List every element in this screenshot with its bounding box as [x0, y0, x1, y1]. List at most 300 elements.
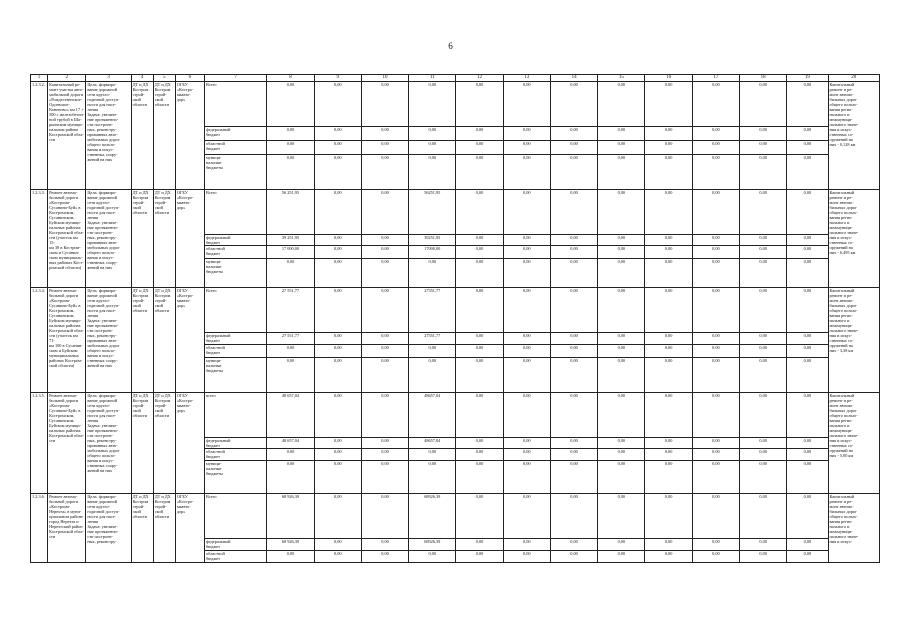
expected-result: Капитальный ремонт и ре- монт автомо- бильных дорог общего пользо- вания регио- нального и межмуници- пального значе- ния и искус- ственных со- оружений на них - 6,495 км: [828, 190, 880, 288]
amount-cell: 0,00: [314, 333, 361, 345]
amount-cell: 0,00: [740, 82, 787, 127]
amount-cell: 0,00: [692, 155, 739, 190]
item-code: 1.2.3.4.: [31, 288, 48, 393]
amount-cell: 0,00: [267, 155, 314, 190]
header-row: [31, 75, 880, 82]
page-number: 6: [448, 41, 453, 51]
amount-cell: 0,00: [409, 82, 456, 127]
program-table: [30, 74, 880, 563]
amount-cell: 0,00: [740, 190, 787, 235]
amount-cell: 0,00: [598, 358, 645, 393]
amount-cell: 0,00: [787, 190, 828, 235]
amount-cell: 0,00: [267, 461, 314, 494]
amount-cell: 0,00: [787, 246, 828, 259]
column-header: 13: [503, 75, 550, 82]
amount-cell: 0,00: [503, 551, 550, 563]
co-executor: ДТ и ДХ Костром строй- ской области: [153, 190, 175, 288]
amount-cell: 0,00: [361, 345, 408, 358]
co-executor: ДТ и ДХ Костром строй- ской области: [153, 393, 175, 494]
column-header: 5: [153, 75, 175, 82]
amount-cell: 0,00: [645, 155, 692, 190]
column-header: 10: [361, 75, 408, 82]
column-header: 20: [828, 75, 880, 82]
amount-cell: 0,00: [598, 333, 645, 345]
amount-cell: 0,00: [692, 190, 739, 235]
amount-cell: 0,00: [314, 345, 361, 358]
amount-cell: 0,00: [645, 127, 692, 141]
amount-cell: 0,00: [692, 438, 739, 449]
amount-cell: 0,00: [645, 259, 692, 288]
amount-cell: 0,00: [787, 494, 828, 539]
amount-cell: 0,00: [267, 259, 314, 288]
amount-cell: 0,00: [409, 259, 456, 288]
amount-cell: 0,00: [740, 345, 787, 358]
column-header: 3: [86, 75, 131, 82]
amount-cell: 0,00: [267, 551, 314, 563]
amount-cell: 0,00: [361, 551, 408, 563]
column-header: 12: [456, 75, 503, 82]
amount-cell: 0,00: [503, 82, 550, 127]
amount-cell: 0,00: [787, 449, 828, 461]
amount-cell: 0,00: [740, 449, 787, 461]
amount-cell: 0,00: [692, 259, 739, 288]
amount-cell: 0,00: [598, 438, 645, 449]
amount-cell: 0,00: [550, 190, 597, 235]
amount-cell: 0,00: [598, 288, 645, 333]
amount-cell: 0,00: [361, 259, 408, 288]
amount-cell: 0,00: [598, 494, 645, 539]
responsible-executor: ДТ и ДХ Костром строй- ской области: [131, 190, 153, 288]
table-row: [31, 82, 880, 127]
amount-cell: 0,00: [456, 461, 503, 494]
amount-cell: 48 657,04: [267, 393, 314, 438]
responsible-executor: ДТ и ДХ Костром строй- ской области: [131, 288, 153, 393]
participant: ОГБУ «Костро- маавто- дор»: [175, 190, 204, 288]
amount-cell: 27551,77: [409, 288, 456, 333]
participant: ОГБУ «Костро- маавто- дор»: [175, 82, 204, 190]
responsible-executor: ДТ и ДХ Костром строй- ской области: [131, 82, 153, 190]
amount-cell: 0,00: [740, 393, 787, 438]
amount-cell: 0,00: [409, 358, 456, 393]
expected-result: Капитальный ремонт и ре- монт автомо- бильных дорог общего пользо- вания регио- нального и межмуници- пального значе- ния и искус- ственных со- оружений на них - 0,128 км: [828, 82, 880, 190]
amount-cell: 68 926,39: [267, 494, 314, 539]
amount-cell: 0,00: [550, 127, 597, 141]
amount-cell: 0,00: [598, 539, 645, 551]
amount-cell: 0,00: [267, 127, 314, 141]
amount-cell: 0,00: [361, 246, 408, 259]
amount-cell: 0,00: [267, 141, 314, 155]
co-executor: ДТ и ДХ Костром строй- ской области: [153, 82, 175, 190]
item-goal: Цель: формиро- вание дорожной сети кругло- годичной доступ- ности для насе- ления Задача: увеличе- ние протяженно- сти построен- ных, реконстру-: [86, 494, 131, 563]
amount-cell: 0,00: [361, 288, 408, 333]
amount-cell: 0,00: [361, 494, 408, 539]
column-header: 15: [598, 75, 645, 82]
amount-cell: 27 551,77: [267, 288, 314, 333]
amount-cell: 0,00: [740, 358, 787, 393]
amount-cell: 0,00: [550, 438, 597, 449]
amount-cell: 0,00: [598, 190, 645, 235]
amount-cell: 0,00: [456, 82, 503, 127]
amount-cell: 0,00: [787, 333, 828, 345]
amount-cell: 0,00: [645, 288, 692, 333]
expected-result: Капитальный ремонт и ре- монт автомо- бильных дорог общего пользо- вания регио- нального и межмуници- пального значе- ния и искус-: [828, 494, 880, 563]
participant: ОГБУ «Костро- маавто- дор»: [175, 494, 204, 563]
amount-cell: 0,00: [503, 345, 550, 358]
amount-cell: 0,00: [314, 539, 361, 551]
amount-cell: 0,00: [550, 358, 597, 393]
funding-source: областной бюджет: [204, 551, 266, 563]
amount-cell: 0,00: [409, 345, 456, 358]
funding-source: федеральный бюджет: [204, 127, 266, 141]
amount-cell: 0,00: [787, 141, 828, 155]
column-header: 9: [314, 75, 361, 82]
amount-cell: 0,00: [645, 551, 692, 563]
amount-cell: 0,00: [692, 393, 739, 438]
table-row: [31, 393, 880, 438]
item-code: 1.2.3.6.: [31, 494, 48, 563]
amount-cell: 0,00: [503, 246, 550, 259]
amount-cell: 0,00: [503, 141, 550, 155]
amount-cell: 0,00: [361, 141, 408, 155]
amount-cell: 0,00: [550, 461, 597, 494]
amount-cell: 0,00: [456, 345, 503, 358]
amount-cell: 0,00: [456, 449, 503, 461]
amount-cell: 0,00: [361, 155, 408, 190]
co-executor: ДТ и ДХ Костром строй- ской области: [153, 494, 175, 563]
participant: ОГБУ «Костро- маавто- дор»: [175, 288, 204, 393]
amount-cell: 0,00: [503, 190, 550, 235]
amount-cell: 0,00: [503, 494, 550, 539]
amount-cell: 0,00: [787, 155, 828, 190]
item-name: Ремонт автомо- бильной дороги «Кострома- Нерехта» в муни- ципальном районе город Нерехта и Нерехтский район Костромской обла- сти: [48, 494, 86, 563]
funding-source: Всего: [204, 190, 266, 235]
amount-cell: 0,00: [645, 449, 692, 461]
amount-cell: 0,00: [314, 461, 361, 494]
amount-cell: 0,00: [598, 259, 645, 288]
amount-cell: 0,00: [550, 345, 597, 358]
amount-cell: 0,00: [361, 190, 408, 235]
amount-cell: 0,00: [692, 358, 739, 393]
funding-source: муници- пальные бюджеты: [204, 461, 266, 494]
amount-cell: 0,00: [456, 288, 503, 333]
amount-cell: 0,00: [787, 235, 828, 246]
amount-cell: 17000,00: [409, 246, 456, 259]
item-goal: Цель: формиро- вание дорожной сети кругло- годичной доступ- ности для насе- ления Задача: увеличе- ние протяженно- сти построен- ных, реконстру- ированных авто- мобильных дорог общего пользо- вания и искус- ственных соору- жений на них: [86, 82, 131, 190]
amount-cell: 0,00: [456, 235, 503, 246]
amount-cell: 0,00: [550, 393, 597, 438]
amount-cell: 48657,04: [409, 438, 456, 449]
amount-cell: 39251,95: [409, 235, 456, 246]
column-header: 17: [692, 75, 739, 82]
amount-cell: 0,00: [314, 82, 361, 127]
amount-cell: 0,00: [409, 155, 456, 190]
amount-cell: 0,00: [503, 155, 550, 190]
amount-cell: 0,00: [645, 539, 692, 551]
amount-cell: 0,00: [314, 190, 361, 235]
item-goal: Цель: формиро- вание дорожной сети кругло- годичной доступ- ности для насе- ления Задача: увеличе- ние протяженно- сти построен- ных, реконстру- ированных авто- мобильных дорог общего пользо- вания и искус- ственных соору- жений на них: [86, 288, 131, 393]
amount-cell: 0,00: [550, 235, 597, 246]
amount-cell: 27 551,77: [267, 333, 314, 345]
amount-cell: 0,00: [740, 259, 787, 288]
amount-cell: 0,00: [361, 358, 408, 393]
amount-cell: 0,00: [409, 461, 456, 494]
item-name: Ремонт автомо- бильной дороги «Кострома- Сусанино-Буй» в Костромском, Сусанинском, Буйском муници- пальных районах Костромской обла- сти (участок км 15- км 38 в Костром- ском и Сусанин- ском муниципаль- ных районах Кост- ромской области): [48, 190, 86, 288]
amount-cell: 0,00: [598, 127, 645, 141]
amount-cell: 0,00: [692, 551, 739, 563]
amount-cell: 0,00: [787, 127, 828, 141]
amount-cell: 0,00: [503, 438, 550, 449]
amount-cell: 0,00: [361, 333, 408, 345]
amount-cell: 0,00: [645, 345, 692, 358]
amount-cell: 0,00: [550, 155, 597, 190]
amount-cell: 0,00: [692, 333, 739, 345]
funding-source: федеральный бюджет: [204, 333, 266, 345]
amount-cell: 0,00: [456, 246, 503, 259]
amount-cell: 0,00: [456, 358, 503, 393]
amount-cell: 0,00: [314, 494, 361, 539]
amount-cell: 0,00: [361, 461, 408, 494]
column-header: 2: [48, 75, 86, 82]
amount-cell: 0,00: [787, 82, 828, 127]
funding-source: федеральный бюджет: [204, 539, 266, 551]
table-row: [31, 190, 880, 235]
amount-cell: 68926,39: [409, 494, 456, 539]
responsible-executor: ДТ и ДХ Костром строй- ской области: [131, 494, 153, 563]
funding-source: областной бюджет: [204, 141, 266, 155]
amount-cell: 0,00: [409, 551, 456, 563]
table-row: [31, 288, 880, 333]
amount-cell: 0,00: [598, 551, 645, 563]
amount-cell: 0,00: [503, 449, 550, 461]
funding-source: муници- пальные бюджеты: [204, 259, 266, 288]
amount-cell: 0,00: [740, 461, 787, 494]
amount-cell: 0,00: [503, 235, 550, 246]
amount-cell: 0,00: [740, 141, 787, 155]
responsible-executor: ДТ и ДХ Костром строй- ской области: [131, 393, 153, 494]
funding-source: федеральный бюджет: [204, 235, 266, 246]
amount-cell: 0,00: [740, 494, 787, 539]
amount-cell: 0,00: [361, 235, 408, 246]
funding-source: областной бюджет: [204, 345, 266, 358]
funding-source: областной бюджет: [204, 246, 266, 259]
expected-result: Капитальный ремонт и ре- монт автомо- бильных дорог общего пользо- вания регио- нального и межмуници- пального значе- ния и искус- ственных со- оружений на них - 5,00 км: [828, 393, 880, 494]
amount-cell: 0,00: [314, 246, 361, 259]
amount-cell: 0,00: [692, 461, 739, 494]
amount-cell: 0,00: [787, 393, 828, 438]
amount-cell: 0,00: [550, 333, 597, 345]
amount-cell: 0,00: [456, 190, 503, 235]
amount-cell: 0,00: [314, 127, 361, 141]
table-body: [31, 75, 880, 563]
amount-cell: 0,00: [645, 333, 692, 345]
amount-cell: 0,00: [740, 333, 787, 345]
amount-cell: 0,00: [314, 438, 361, 449]
amount-cell: 0,00: [361, 393, 408, 438]
amount-cell: 0,00: [456, 141, 503, 155]
column-header: 16: [645, 75, 692, 82]
amount-cell: 0,00: [550, 288, 597, 333]
item-goal: Цель: формиро- вание дорожной сети кругло- годичной доступ- ности для насе- ления Задача: увеличе- ние протяженно- сти построен- ных, реконстру- ированных авто- мобильных дорог общего пользо- вания и искус- ственных соору- жений на них: [86, 393, 131, 494]
amount-cell: 0,00: [550, 246, 597, 259]
expected-result: Капитальный ремонт и ре- монт автомо- бильных дорог общего пользо- вания регио- нального и межмуници- пального значе- ния и искус- ственных со- оружений на них - 3,38 км: [828, 288, 880, 393]
amount-cell: 0,00: [314, 551, 361, 563]
amount-cell: 0,00: [645, 461, 692, 494]
amount-cell: 0,00: [645, 141, 692, 155]
amount-cell: 0,00: [598, 155, 645, 190]
amount-cell: 0,00: [503, 461, 550, 494]
amount-cell: 0,00: [598, 82, 645, 127]
amount-cell: 0,00: [692, 246, 739, 259]
funding-source: муници- пальные бюджеты: [204, 155, 266, 190]
amount-cell: 0,00: [267, 345, 314, 358]
amount-cell: 0,00: [503, 288, 550, 333]
item-code: 1.2.3.3.: [31, 190, 48, 288]
amount-cell: 0,00: [692, 127, 739, 141]
column-header: 18: [740, 75, 787, 82]
amount-cell: 0,00: [645, 190, 692, 235]
amount-cell: 0,00: [598, 141, 645, 155]
amount-cell: 0,00: [598, 235, 645, 246]
amount-cell: 0,00: [598, 246, 645, 259]
amount-cell: 0,00: [456, 438, 503, 449]
column-header: 4: [131, 75, 153, 82]
funding-source: областной бюджет: [204, 449, 266, 461]
amount-cell: 68 926,39: [267, 539, 314, 551]
funding-source: Всего: [204, 494, 266, 539]
amount-cell: 0,00: [503, 358, 550, 393]
amount-cell: 0,00: [361, 82, 408, 127]
amount-cell: 0,00: [692, 449, 739, 461]
amount-cell: 27551,77: [409, 333, 456, 345]
amount-cell: 0,00: [267, 449, 314, 461]
amount-cell: 0,00: [456, 539, 503, 551]
amount-cell: 0,00: [550, 141, 597, 155]
amount-cell: 0,00: [456, 551, 503, 563]
amount-cell: 0,00: [740, 155, 787, 190]
amount-cell: 56251,95: [409, 190, 456, 235]
amount-cell: 0,00: [267, 358, 314, 393]
amount-cell: 0,00: [692, 494, 739, 539]
funding-source: федеральный бюджет: [204, 438, 266, 449]
amount-cell: 0,00: [550, 494, 597, 539]
amount-cell: 0,00: [550, 259, 597, 288]
amount-cell: 0,00: [787, 288, 828, 333]
amount-cell: 0,00: [645, 235, 692, 246]
amount-cell: 0,00: [314, 259, 361, 288]
amount-cell: 0,00: [503, 539, 550, 551]
amount-cell: 0,00: [787, 438, 828, 449]
amount-cell: 0,00: [787, 345, 828, 358]
amount-cell: 0,00: [550, 551, 597, 563]
amount-cell: 48657,04: [409, 393, 456, 438]
item-name: Ремонт автомо- бильной дороги «Кострома- Сусанино-Буй» в Костромском, Сусанинском, Буйском муници- пальных районах Костромской обла- сти: [48, 393, 86, 494]
amount-cell: 17 000,00: [267, 246, 314, 259]
amount-cell: 0,00: [361, 449, 408, 461]
amount-cell: 0,00: [645, 358, 692, 393]
amount-cell: 0,00: [740, 127, 787, 141]
amount-cell: 0,00: [456, 333, 503, 345]
item-name: Капитальный ре- монт участка авто- мобильной дороги «Рождественское- Одоевское- Коненово» км 17 + 500 с железобетон- ной трубой в Ша- рьинском муници- пальном районе Костромской обла- сти: [48, 82, 86, 190]
amount-cell: 0,00: [740, 288, 787, 333]
amount-cell: 0,00: [267, 82, 314, 127]
participant: ОГБУ «Костро- маавто- дор»: [175, 393, 204, 494]
amount-cell: 68926,39: [409, 539, 456, 551]
amount-cell: 39 251,95: [267, 235, 314, 246]
amount-cell: 0,00: [456, 393, 503, 438]
amount-cell: 0,00: [550, 539, 597, 551]
funding-source: муници- пальные бюджеты: [204, 358, 266, 393]
column-header: 6: [175, 75, 204, 82]
amount-cell: 0,00: [692, 141, 739, 155]
amount-cell: 0,00: [503, 127, 550, 141]
amount-cell: 0,00: [503, 333, 550, 345]
amount-cell: 0,00: [409, 449, 456, 461]
funding-source: Всего: [204, 288, 266, 333]
amount-cell: 0,00: [740, 246, 787, 259]
amount-cell: 0,00: [314, 155, 361, 190]
amount-cell: 0,00: [645, 393, 692, 438]
amount-cell: 0,00: [314, 358, 361, 393]
amount-cell: 0,00: [456, 259, 503, 288]
amount-cell: 0,00: [409, 141, 456, 155]
amount-cell: 0,00: [787, 551, 828, 563]
amount-cell: 0,00: [456, 127, 503, 141]
column-header: 1: [31, 75, 48, 82]
amount-cell: 0,00: [787, 358, 828, 393]
amount-cell: 0,00: [692, 82, 739, 127]
amount-cell: 0,00: [645, 494, 692, 539]
amount-cell: 0,00: [361, 438, 408, 449]
funding-source: Всего: [204, 82, 266, 127]
amount-cell: 48 657,04: [267, 438, 314, 449]
amount-cell: 0,00: [503, 393, 550, 438]
column-header: 11: [409, 75, 456, 82]
column-header: 14: [550, 75, 597, 82]
amount-cell: 0,00: [314, 141, 361, 155]
item-code: 1.2.3.2.: [31, 82, 48, 190]
amount-cell: 0,00: [456, 155, 503, 190]
amount-cell: 0,00: [361, 539, 408, 551]
item-goal: Цель: формиро- вание дорожной сети кругло- годичной доступ- ности для насе- ления Задача: увеличе- ние протяженно- сти построен- ных, реконстру- ированных авто- мобильных дорог общего пользо- вания и искус- ственных соору- жений на них: [86, 190, 131, 288]
amount-cell: 0,00: [740, 539, 787, 551]
amount-cell: 0,00: [361, 127, 408, 141]
amount-cell: 0,00: [787, 259, 828, 288]
column-header: 8: [267, 75, 314, 82]
amount-cell: 0,00: [692, 539, 739, 551]
amount-cell: 0,00: [314, 393, 361, 438]
amount-cell: 0,00: [692, 288, 739, 333]
amount-cell: 0,00: [598, 461, 645, 494]
amount-cell: 0,00: [550, 82, 597, 127]
amount-cell: 0,00: [740, 235, 787, 246]
amount-cell: 0,00: [787, 539, 828, 551]
amount-cell: 0,00: [598, 345, 645, 358]
amount-cell: 0,00: [740, 438, 787, 449]
amount-cell: 0,00: [645, 246, 692, 259]
amount-cell: 0,00: [503, 259, 550, 288]
item-name: Ремонт автомо- бильной дороги «Кострома- Сусанино-Буй» в Костромском, Сусанинском, Буйском муници- пальных районах Костромской обла- сти (участок км 71- км 100 в Сусанин- ском и Буйском муниципальных районах Костром- ской области): [48, 288, 86, 393]
amount-cell: 0,00: [314, 449, 361, 461]
amount-cell: 0,00: [692, 235, 739, 246]
amount-cell: 0,00: [740, 551, 787, 563]
amount-cell: 0,00: [409, 127, 456, 141]
amount-cell: 56 251,95: [267, 190, 314, 235]
amount-cell: 0,00: [645, 438, 692, 449]
table-row: [31, 494, 880, 539]
amount-cell: 0,00: [314, 235, 361, 246]
column-header: 7: [204, 75, 266, 82]
amount-cell: 0,00: [314, 288, 361, 333]
